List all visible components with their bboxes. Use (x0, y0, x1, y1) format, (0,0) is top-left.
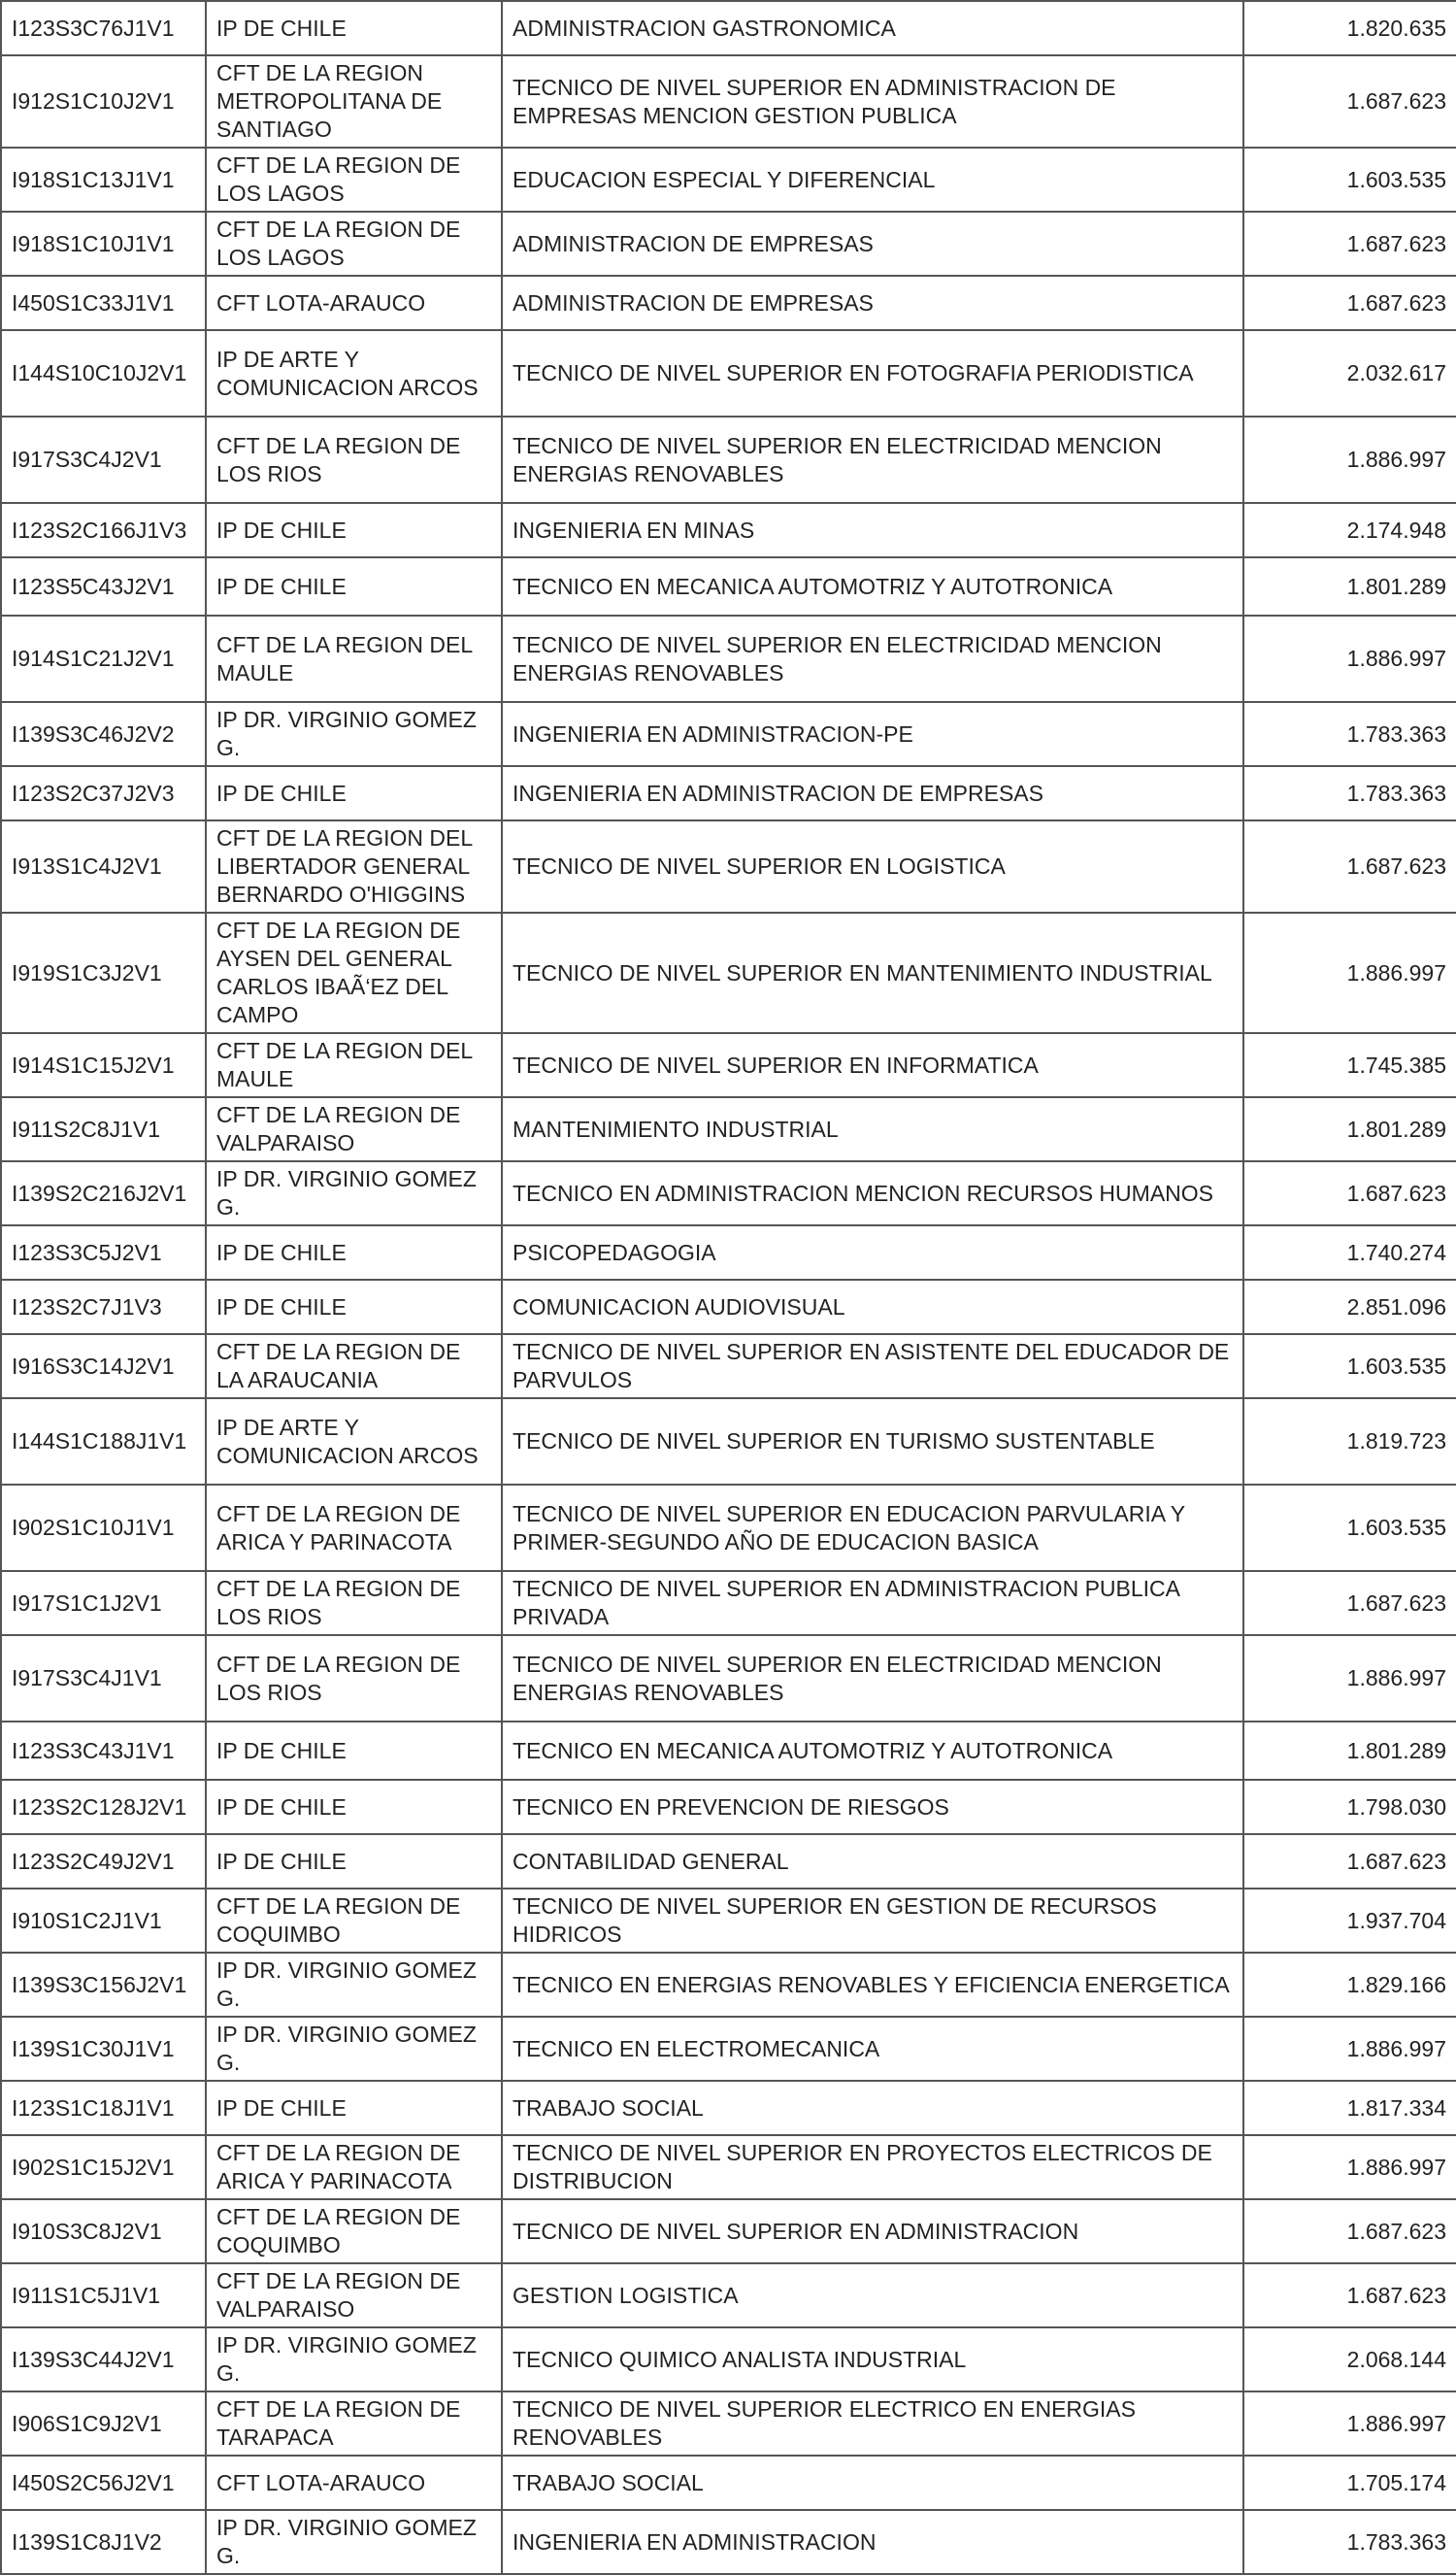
amount-cell: 1.886.997 (1243, 2017, 1456, 2081)
career-code-cell: I918S1C10J1V1 (1, 212, 206, 276)
amount-cell: 1.603.535 (1243, 1485, 1456, 1571)
amount-cell: 1.603.535 (1243, 148, 1456, 212)
program-cell: ADMINISTRACION GASTRONOMICA (502, 1, 1243, 55)
career-code-cell: I123S2C7J1V3 (1, 1280, 206, 1334)
career-code-cell: I910S1C2J1V1 (1, 1889, 206, 1953)
program-cell: TECNICO DE NIVEL SUPERIOR EN LOGISTICA (502, 820, 1243, 913)
table-row (1, 1280, 1456, 1334)
program-cell: TECNICO EN PREVENCION DE RIESGOS (502, 1780, 1243, 1834)
amount-cell: 1.687.623 (1243, 276, 1456, 330)
career-code-cell: I139S3C156J2V1 (1, 1953, 206, 2017)
career-code-cell: I123S3C5J2V1 (1, 1225, 206, 1280)
institution-cell: IP DR. VIRGINIO GOMEZ G. (206, 702, 502, 766)
amount-cell: 1.745.385 (1243, 1033, 1456, 1097)
institution-cell: CFT DE LA REGION DE VALPARAISO (206, 1097, 502, 1161)
institution-cell: CFT LOTA-ARAUCO (206, 276, 502, 330)
institution-cell: IP DR. VIRGINIO GOMEZ G. (206, 1953, 502, 2017)
table-row (1, 913, 1456, 1033)
table-row (1, 2327, 1456, 2391)
institution-cell: CFT DE LA REGION METROPOLITANA DE SANTIAGO (206, 55, 502, 148)
career-code-cell: I919S1C3J2V1 (1, 913, 206, 1033)
career-code-cell: I139S2C216J2V1 (1, 1161, 206, 1225)
amount-cell: 1.886.997 (1243, 2391, 1456, 2456)
table-row (1, 820, 1456, 913)
table-row (1, 212, 1456, 276)
institution-cell: IP DE CHILE (206, 503, 502, 557)
institution-cell: CFT DE LA REGION DE LOS RIOS (206, 417, 502, 503)
career-code-cell: I123S5C43J2V1 (1, 557, 206, 616)
table-row (1, 1722, 1456, 1780)
program-cell: TECNICO EN ADMINISTRACION MENCION RECURSOS HUMANOS (502, 1161, 1243, 1225)
institution-cell: IP DE CHILE (206, 1, 502, 55)
program-cell: TECNICO DE NIVEL SUPERIOR EN ELECTRICIDAD MENCION ENERGIAS RENOVABLES (502, 1635, 1243, 1722)
amount-cell: 2.068.144 (1243, 2327, 1456, 2391)
table-row (1, 2081, 1456, 2135)
table-row (1, 1953, 1456, 2017)
institution-cell: CFT DE LA REGION DEL MAULE (206, 616, 502, 702)
program-cell: INGENIERIA EN ADMINISTRACION-PE (502, 702, 1243, 766)
institution-cell: CFT DE LA REGION DE ARICA Y PARINACOTA (206, 2135, 502, 2199)
amount-cell: 1.819.723 (1243, 1398, 1456, 1485)
amount-cell: 1.740.274 (1243, 1225, 1456, 1280)
program-cell: ADMINISTRACION DE EMPRESAS (502, 276, 1243, 330)
career-code-cell: I914S1C15J2V1 (1, 1033, 206, 1097)
institution-cell: CFT LOTA-ARAUCO (206, 2456, 502, 2510)
program-cell: TECNICO DE NIVEL SUPERIOR EN ADMINISTRACION PUBLICA PRIVADA (502, 1571, 1243, 1635)
career-code-cell: I123S2C166J1V3 (1, 503, 206, 557)
table-row (1, 276, 1456, 330)
institution-cell: CFT DE LA REGION DE LA ARAUCANIA (206, 1334, 502, 1398)
institution-cell: CFT DE LA REGION DE COQUIMBO (206, 2199, 502, 2263)
table-row (1, 766, 1456, 820)
table-row (1, 1161, 1456, 1225)
institution-cell: CFT DE LA REGION DEL LIBERTADOR GENERAL BERNARDO O'HIGGINS (206, 820, 502, 913)
amount-cell: 1.705.174 (1243, 2456, 1456, 2510)
institution-cell: IP DE CHILE (206, 1722, 502, 1780)
table-row (1, 1033, 1456, 1097)
career-code-cell: I144S1C188J1V1 (1, 1398, 206, 1485)
amount-cell: 1.783.363 (1243, 766, 1456, 820)
career-code-cell: I123S3C76J1V1 (1, 1, 206, 55)
amount-cell: 1.798.030 (1243, 1780, 1456, 1834)
career-code-cell: I139S3C44J2V1 (1, 2327, 206, 2391)
amount-cell: 1.687.623 (1243, 1834, 1456, 1889)
program-cell: TECNICO DE NIVEL SUPERIOR EN ELECTRICIDAD MENCION ENERGIAS RENOVABLES (502, 616, 1243, 702)
table-row (1, 616, 1456, 702)
institution-cell: CFT DE LA REGION DE ARICA Y PARINACOTA (206, 1485, 502, 1571)
career-code-cell: I902S1C15J2V1 (1, 2135, 206, 2199)
program-cell: TECNICO DE NIVEL SUPERIOR EN PROYECTOS ELECTRICOS DE DISTRIBUCION (502, 2135, 1243, 2199)
table-row (1, 503, 1456, 557)
amount-cell: 1.886.997 (1243, 913, 1456, 1033)
program-cell: TECNICO DE NIVEL SUPERIOR EN EDUCACION PARVULARIA Y PRIMER-SEGUNDO AÑO DE EDUCACION BASICA (502, 1485, 1243, 1571)
amount-cell: 1.801.289 (1243, 557, 1456, 616)
table-row (1, 2391, 1456, 2456)
program-cell: TECNICO EN ELECTROMECANICA (502, 2017, 1243, 2081)
career-code-cell: I911S2C8J1V1 (1, 1097, 206, 1161)
career-code-cell: I139S1C8J1V2 (1, 2510, 206, 2574)
program-cell: TECNICO DE NIVEL SUPERIOR EN TURISMO SUSTENTABLE (502, 1398, 1243, 1485)
table-row (1, 1834, 1456, 1889)
institution-cell: IP DE CHILE (206, 557, 502, 616)
institution-cell: IP DR. VIRGINIO GOMEZ G. (206, 2327, 502, 2391)
institution-cell: CFT DE LA REGION DE VALPARAISO (206, 2263, 502, 2327)
career-code-cell: I917S3C4J2V1 (1, 417, 206, 503)
table-row (1, 1485, 1456, 1571)
amount-cell: 1.687.623 (1243, 2263, 1456, 2327)
amount-cell: 1.783.363 (1243, 702, 1456, 766)
program-cell: PSICOPEDAGOGIA (502, 1225, 1243, 1280)
institution-cell: IP DE CHILE (206, 1280, 502, 1334)
program-cell: INGENIERIA EN ADMINISTRACION DE EMPRESAS (502, 766, 1243, 820)
institution-cell: CFT DE LA REGION DE TARAPACA (206, 2391, 502, 2456)
institution-cell: CFT DE LA REGION DE LOS RIOS (206, 1635, 502, 1722)
institution-cell: IP DR. VIRGINIO GOMEZ G. (206, 1161, 502, 1225)
career-code-cell: I914S1C21J2V1 (1, 616, 206, 702)
amount-cell: 1.801.289 (1243, 1722, 1456, 1780)
career-code-cell: I912S1C10J2V1 (1, 55, 206, 148)
program-cell: TECNICO DE NIVEL SUPERIOR EN FOTOGRAFIA PERIODISTICA (502, 330, 1243, 417)
program-cell: TECNICO DE NIVEL SUPERIOR EN GESTION DE RECURSOS HIDRICOS (502, 1889, 1243, 1953)
institution-cell: IP DE CHILE (206, 766, 502, 820)
amount-cell: 1.886.997 (1243, 2135, 1456, 2199)
program-cell: TECNICO DE NIVEL SUPERIOR EN ELECTRICIDAD MENCION ENERGIAS RENOVABLES (502, 417, 1243, 503)
career-code-cell: I917S3C4J1V1 (1, 1635, 206, 1722)
amount-cell: 1.886.997 (1243, 1635, 1456, 1722)
amount-cell: 1.687.623 (1243, 820, 1456, 913)
program-cell: TECNICO EN MECANICA AUTOMOTRIZ Y AUTOTRONICA (502, 1722, 1243, 1780)
table-row (1, 1889, 1456, 1953)
institution-cell: CFT DE LA REGION DEL MAULE (206, 1033, 502, 1097)
institution-cell: IP DR. VIRGINIO GOMEZ G. (206, 2017, 502, 2081)
institution-cell: CFT DE LA REGION DE COQUIMBO (206, 1889, 502, 1953)
program-cell: TECNICO DE NIVEL SUPERIOR EN ASISTENTE DEL EDUCADOR DE PARVULOS (502, 1334, 1243, 1398)
institution-cell: CFT DE LA REGION DE LOS RIOS (206, 1571, 502, 1635)
amount-cell: 1.817.334 (1243, 2081, 1456, 2135)
table-row (1, 557, 1456, 616)
institution-cell: CFT DE LA REGION DE LOS LAGOS (206, 148, 502, 212)
institution-cell: IP DE ARTE Y COMUNICACION ARCOS (206, 1398, 502, 1485)
career-code-cell: I918S1C13J1V1 (1, 148, 206, 212)
amount-cell: 1.687.623 (1243, 212, 1456, 276)
amount-cell: 2.032.617 (1243, 330, 1456, 417)
career-code-cell: I123S2C128J2V1 (1, 1780, 206, 1834)
amount-cell: 1.886.997 (1243, 616, 1456, 702)
institution-cell: CFT DE LA REGION DE AYSEN DEL GENERAL CARLOS IBAÃ‘EZ DEL CAMPO (206, 913, 502, 1033)
career-code-cell: I139S1C30J1V1 (1, 2017, 206, 2081)
career-code-cell: I917S1C1J2V1 (1, 1571, 206, 1635)
program-cell: COMUNICACION AUDIOVISUAL (502, 1280, 1243, 1334)
amount-cell: 2.851.096 (1243, 1280, 1456, 1334)
institution-cell: CFT DE LA REGION DE LOS LAGOS (206, 212, 502, 276)
program-cell: TECNICO EN ENERGIAS RENOVABLES Y EFICIENCIA ENERGETICA (502, 1953, 1243, 2017)
amount-cell: 1.603.535 (1243, 1334, 1456, 1398)
program-cell: MANTENIMIENTO INDUSTRIAL (502, 1097, 1243, 1161)
program-cell: TECNICO EN MECANICA AUTOMOTRIZ Y AUTOTRONICA (502, 557, 1243, 616)
amount-cell: 1.687.623 (1243, 1161, 1456, 1225)
amount-cell: 1.937.704 (1243, 1889, 1456, 1953)
table-row (1, 2456, 1456, 2510)
table-row (1, 148, 1456, 212)
career-code-cell: I902S1C10J1V1 (1, 1485, 206, 1571)
amount-cell: 1.886.997 (1243, 417, 1456, 503)
table-row (1, 330, 1456, 417)
institution-cell: IP DR. VIRGINIO GOMEZ G. (206, 2510, 502, 2574)
table-row (1, 1780, 1456, 1834)
table-row (1, 1, 1456, 55)
program-cell: TECNICO DE NIVEL SUPERIOR EN INFORMATICA (502, 1033, 1243, 1097)
program-cell: TECNICO DE NIVEL SUPERIOR ELECTRICO EN ENERGIAS RENOVABLES (502, 2391, 1243, 2456)
program-cell: TECNICO DE NIVEL SUPERIOR EN MANTENIMIENTO INDUSTRIAL (502, 913, 1243, 1033)
program-cell: TECNICO QUIMICO ANALISTA INDUSTRIAL (502, 2327, 1243, 2391)
career-code-cell: I450S1C33J1V1 (1, 276, 206, 330)
program-cell: TECNICO DE NIVEL SUPERIOR EN ADMINISTRACION (502, 2199, 1243, 2263)
institution-cell: IP DE CHILE (206, 1780, 502, 1834)
table-row (1, 1398, 1456, 1485)
institution-cell: IP DE CHILE (206, 1834, 502, 1889)
amount-cell: 2.174.948 (1243, 503, 1456, 557)
table-row (1, 2510, 1456, 2574)
career-code-cell: I139S3C46J2V2 (1, 702, 206, 766)
program-cell: ADMINISTRACION DE EMPRESAS (502, 212, 1243, 276)
table-row (1, 417, 1456, 503)
career-code-cell: I913S1C4J2V1 (1, 820, 206, 913)
table-row (1, 1225, 1456, 1280)
amount-cell: 1.829.166 (1243, 1953, 1456, 2017)
career-code-cell: I916S3C14J2V1 (1, 1334, 206, 1398)
career-code-cell: I123S3C43J1V1 (1, 1722, 206, 1780)
career-code-cell: I123S2C37J2V3 (1, 766, 206, 820)
institution-cell: IP DE CHILE (206, 2081, 502, 2135)
program-cell: TECNICO DE NIVEL SUPERIOR EN ADMINISTRACION DE EMPRESAS MENCION GESTION PUBLICA (502, 55, 1243, 148)
table-row (1, 1334, 1456, 1398)
career-code-cell: I144S10C10J2V1 (1, 330, 206, 417)
amount-cell: 1.783.363 (1243, 2510, 1456, 2574)
table-row (1, 2263, 1456, 2327)
table-row (1, 1097, 1456, 1161)
table-row (1, 55, 1456, 148)
table-row (1, 2199, 1456, 2263)
program-cell: TRABAJO SOCIAL (502, 2081, 1243, 2135)
table-row (1, 2017, 1456, 2081)
amount-cell: 1.801.289 (1243, 1097, 1456, 1161)
table-row (1, 1571, 1456, 1635)
amount-cell: 1.687.623 (1243, 1571, 1456, 1635)
program-cell: INGENIERIA EN ADMINISTRACION (502, 2510, 1243, 2574)
table-row (1, 1635, 1456, 1722)
program-cell: CONTABILIDAD GENERAL (502, 1834, 1243, 1889)
amount-cell: 1.687.623 (1243, 2199, 1456, 2263)
table-row (1, 702, 1456, 766)
institution-cell: IP DE ARTE Y COMUNICACION ARCOS (206, 330, 502, 417)
institution-cell: IP DE CHILE (206, 1225, 502, 1280)
table-body (1, 1, 1456, 2574)
career-code-cell: I910S3C8J2V1 (1, 2199, 206, 2263)
program-cell: EDUCACION ESPECIAL Y DIFERENCIAL (502, 148, 1243, 212)
career-code-cell: I906S1C9J2V1 (1, 2391, 206, 2456)
career-code-cell: I123S1C18J1V1 (1, 2081, 206, 2135)
career-code-cell: I123S2C49J2V1 (1, 1834, 206, 1889)
table-row (1, 2135, 1456, 2199)
amount-cell: 1.820.635 (1243, 1, 1456, 55)
program-cell: GESTION LOGISTICA (502, 2263, 1243, 2327)
career-code-cell: I450S2C56J2V1 (1, 2456, 206, 2510)
career-code-cell: I911S1C5J1V1 (1, 2263, 206, 2327)
amount-cell: 1.687.623 (1243, 55, 1456, 148)
program-cell: INGENIERIA EN MINAS (502, 503, 1243, 557)
program-cell: TRABAJO SOCIAL (502, 2456, 1243, 2510)
